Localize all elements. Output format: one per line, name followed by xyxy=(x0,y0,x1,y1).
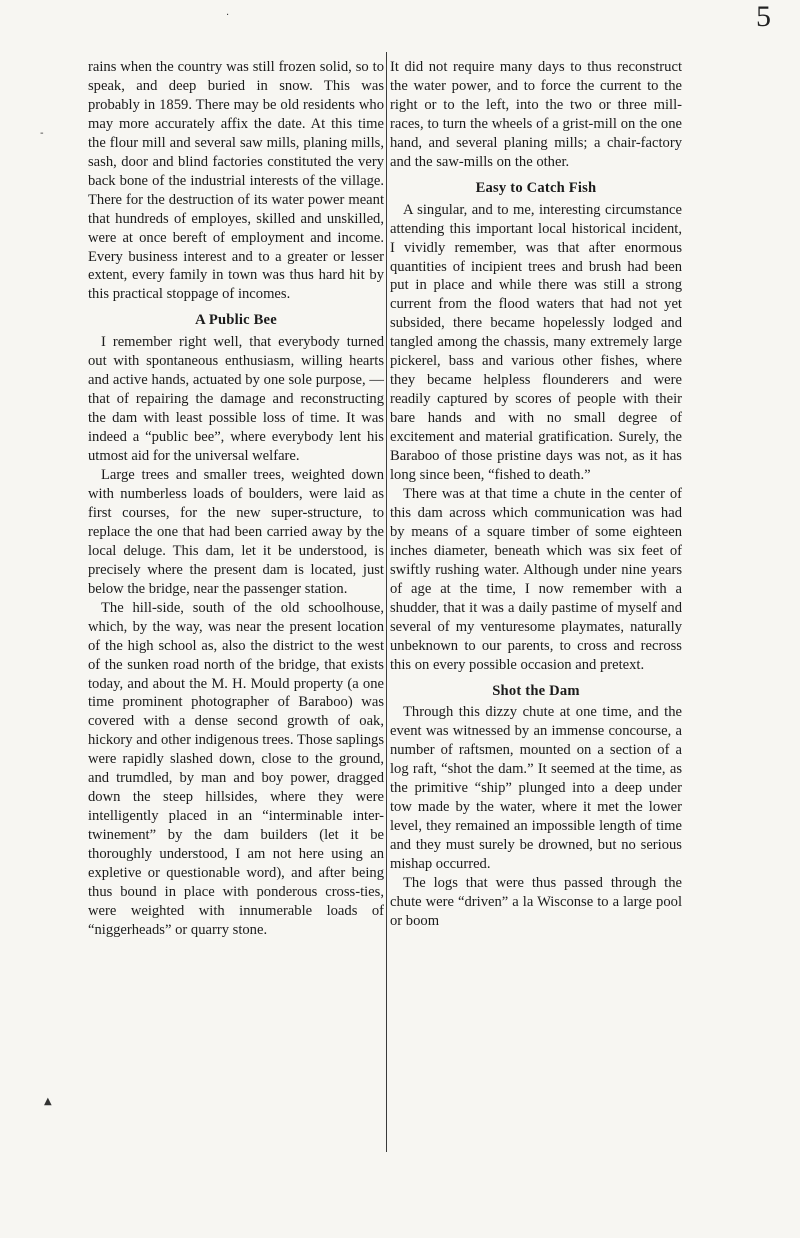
paragraph: There was at that time a chute in the center of this dam across which communication was had by means of a square timber of some eighteen inches diameter, beneath which was six feet of swiftly rushing water. Although under nine years of age at the time, I now remember with a shudder, that it was a daily pastime of myself and several of my venturesome playmates, naturally unbeknown to our parents, to cross and recross this on every possible occasion and pretext. xyxy=(390,485,682,673)
section-heading: Easy to Catch Fish xyxy=(475,179,597,196)
column-divider xyxy=(386,52,387,1152)
right-column xyxy=(390,58,682,931)
left-column xyxy=(88,58,384,940)
page-number: 5 xyxy=(756,0,771,33)
section-heading: Shot the Dam xyxy=(492,682,580,699)
scan-mark: - xyxy=(40,128,44,139)
paragraph: The hill-side, south of the old schoolhouse, which, by the way, was near the present location of the high school as, also the district to the west of the sunken road north of the bridge, that exists today, and about the M. H. Mould property (a one time prominent photographer of Baraboo) was covered with a dense second growth of oak, hickory and other indigenous trees. Those saplings were rapidly slashed down, close to the ground, and trumdled, by man and boy power, dragged down the steep hillsides, where they were intelligently placed in an “interminable inter-twinement” by the dam builders (let it be thoroughly understood, I am not here using an expletive or questionable word), and after being thus bound in place with ponderous cross-ties, were weighted with innumerable loads of “niggerheads” or quarry stone. xyxy=(88,599,385,938)
section-heading: A Public Bee xyxy=(195,312,277,329)
paragraph: rains when the country was still frozen solid, so to speak, and deep buried in snow. This was probably in 1859. There may be old residents who may more accurately affix the date. At this time the flour mill and several saw mills, planing mills, sash, door and blind factories constituted the very back bone of the industrial interests of the village. There for the destruction of its water power meant that hundreds of employes, skilled and unskilled, were at once bereft of employment and income. Every business interest and to a greater or lesser extent, every family in town was thus hard hit by this practical stoppage of incomes. xyxy=(88,59,384,303)
paragraph: A singular, and to me, interesting circumstance attending this important local historical incident, I vividly remember, was that after enormous quantities of incipient trees and brush had been put in place and while there was still a strong current from the flood waters that had not yet subsided, there became hopelessly lodged and tangled among the chassis, many extremely large pickerel, bass and various other fishes, where they became helpless flounderers and were readily captured by scores of people with their bare hands and with no small degree of excitement and material gratification. Surely, the Baraboo of those pristine days was not, as it has long since been, “fished to death.” xyxy=(390,201,682,484)
paragraph: It did not require many days to thus reconstruct the water power, and to force the current to the right or to the left, into the two or three mill-races, to turn the wheels of a grist-mill on the one hand, and several planing mills; a chair-factory and the saw-mills on the other. xyxy=(390,59,682,170)
paragraph: Large trees and smaller trees, weighted down with numberless loads of boulders, were laid as first courses, for the new super-structure, to replace the one that had been carried away by the local deluge. This dam, let it be understood, is precisely where the present dam is located, just below the bridge, near the passenger station. xyxy=(88,467,384,597)
paragraph: Through this dizzy chute at one time, and the event was witnessed by an immense concourse, a number of raftsmen, mounted on a section of a log raft, “shot the dam.” It seemed at the time, as the primitive “ship” plunged into a deep under tow made by the water, where it met the lower level, they remained an impossible length of time and they must surely be drowned, but no serious mishap occurred. xyxy=(390,704,682,873)
paragraph: I remember right well, that everybody turned out with spontaneous enthusiasm, willing hearts and active hands, actuated by one sole purpose, —that of repairing the damage and reconstructing the dam with least possible loss of time. It was indeed a “public bee”, where everybody lent his utmost aid for the universal welfare. xyxy=(88,334,384,465)
paragraph: The logs that were thus passed through the chute were “driven” a la Wisconse to a large pool or boom xyxy=(390,875,682,929)
scan-mark: · xyxy=(226,10,230,21)
scan-mark: ▲ xyxy=(44,1096,52,1107)
